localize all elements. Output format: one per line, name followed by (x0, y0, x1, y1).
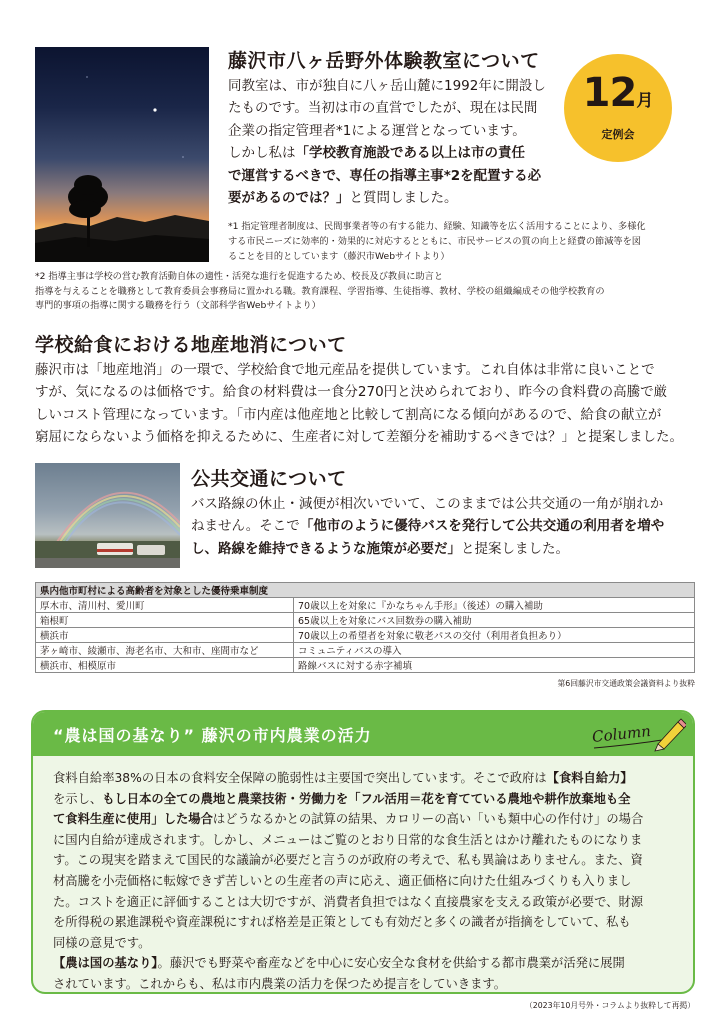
body-line: 材高騰を小売価格に転嫁できず苦しいとの生産者の声に応え、適正価格に向けた仕組みづくりも入りまし (53, 873, 632, 888)
badge-month (564, 70, 672, 116)
table-cell-benefit: 65歳以上を対象にバス回数券の購入補助 (294, 613, 695, 628)
section-title-school-lunch: 学校給食における地産地消について (35, 334, 347, 356)
body-emphasis: 「他市のように優待バスを発行して公共交通の利用者を増や (299, 518, 665, 535)
body-text: はどうなるかとの試算の結果、カロリーの高い「いも類中心の作付け」の場合 (212, 812, 644, 827)
table-cell-benefit: 70歳以上を対象に『かなちゃん手形』（後述）の購入補助 (294, 598, 695, 613)
body-line: を所得税の累進課税や資産課税にすれば格差是正策としても有効だと多くの識者が指摘をしていて、私も (53, 915, 631, 930)
body-emphasis: で運営するべきで、専任の指導主事*2を配置する必 (228, 167, 542, 184)
table-cell-city: 茅ヶ崎市、綾瀬市、海老名市、大和市、座間市など (36, 643, 294, 658)
body-line: 藤沢市は「地産地消」の一環で、学校給食で地元産品を提供しています。これ自体は非常に良いことで (35, 362, 655, 378)
senior-fare-table (35, 582, 695, 673)
body-text: しかし私は (228, 145, 296, 162)
badge-month-unit: 月 (636, 91, 654, 111)
table-row (36, 598, 695, 613)
body-line: たものです。当初は市の直営でしたが、現在は民間 (228, 100, 538, 117)
section-body-school-lunch (35, 359, 697, 449)
table-cell-city: 厚木市、清川村、愛川町 (36, 598, 294, 613)
section-body-public-transport (191, 493, 697, 560)
body-line: 同教室は、市が独自に八ヶ岳山麓に1992年に開設し (228, 78, 546, 94)
table-cell-benefit: コミュニティバスの導入 (294, 643, 695, 658)
body-line: 同様の意見です。 (53, 935, 151, 950)
body-line (228, 165, 558, 187)
body-line: すが、気になるのは価格です。給食の材料費は一食分270円と決められており、昨今の食料費の高騰で厳 (35, 384, 668, 401)
section-body-yatsugatake (228, 75, 558, 209)
table-cell-city: 箱根町 (36, 613, 294, 628)
body-emphasis: 要があるのでは？」 (228, 190, 350, 207)
body-line: しいコスト管理になっています。「市内産は他産地と比較して割高になる傾向があるので、給食の献立が (35, 406, 662, 423)
body-line: されています。これからも、私は市内農業の活力を保つため提言をしていきます。 (53, 976, 507, 991)
body-line: 企業の指定管理者*1による運営となっています。 (228, 122, 526, 139)
footnote-supervisor (35, 270, 695, 314)
column-tag-text: Column (591, 721, 652, 747)
section-title-public-transport: 公共交通について (191, 468, 347, 490)
body-text: ねません。そこで (191, 518, 300, 535)
body-emphasis: し、路線を維持できるような施策が必要だ」 (191, 540, 461, 557)
table-caption-row (36, 583, 695, 598)
meeting-badge (564, 54, 672, 162)
pencil-icon (655, 719, 686, 751)
rainbow-photo (35, 463, 180, 568)
body-line: た。コストを適正に評価することは大切ですが、消費者負担ではなく直接農家を支える政策が必要で、財源 (53, 894, 644, 909)
table-cell-benefit: 路線バスに対する赤字補填 (294, 658, 695, 673)
body-line (53, 953, 677, 974)
body-emphasis: 「学校教育施設である以上は市の責任 (295, 145, 525, 162)
table-caption: 県内他市町村による高齢者を対象とした優待乗車制度 (36, 583, 695, 598)
body-emphasis: 【食料自給力】 (546, 771, 633, 785)
footer-note: （2023年10月号外・コラムより抜粋して再掲） (524, 1001, 695, 1010)
table-source-note: 第6回藤沢市交通政策会議資料より抜粋 (557, 679, 695, 688)
column-tag (592, 718, 686, 752)
column-title: “農は国の基なり” 藤沢の市内農業の活力 (53, 726, 372, 745)
night-sky-photo (35, 47, 209, 262)
footnote-designated-manager (228, 219, 692, 264)
body-text: を示し、 (53, 791, 103, 806)
body-line (53, 789, 677, 810)
body-line: バス路線の休止・減便が相次いでいて、このままでは公共交通の一角が崩れか (191, 496, 664, 512)
table-cell-benefit: 70歳以上の希望者を対象に敬老パスの交付（利用者負担あり） (294, 628, 695, 643)
body-text: と提案しました。 (461, 540, 569, 557)
table-cell-city: 横浜市 (36, 628, 294, 643)
body-line (191, 538, 697, 560)
footnote-line: ることを目的としています（藤沢市Webサイトより） (228, 251, 450, 262)
body-line (53, 768, 677, 789)
body-text: 。藤沢でも野菜や畜産などを中心に安心安全な食材を供給する都市農業が活発に展開 (157, 956, 625, 971)
table-row (36, 613, 695, 628)
footnote-line: 指導を与えることを職務として教育委員会事務局に置かれる職。教育課程、学習指導、生徒指導、教材、学校の組織編成その他学校教育の (35, 285, 605, 297)
footnote-line: 専門的事項の指導に関する職務を行う（文部科学省Webサイトより） (35, 300, 321, 311)
table-row (36, 628, 695, 643)
body-emphasis: もし日本の全ての農地と農業技術・労働力を「フル活用＝花を育てている農地や耕作放棄地も全 (102, 791, 631, 806)
body-text: 食料自給率38%の日本の食料安全保障の脆弱性は主要国で突出しています。そこで政府は (53, 771, 547, 785)
footnote-line: *1 指定管理者制度は、民間事業者等の有する能力、経験、知識等を広く活用することにより、多様化 (228, 221, 646, 232)
footnote-line: する市民ニーズに効率的・効果的に対応するとともに、市民サービスの質の向上と経費の節減等を図 (228, 236, 641, 247)
body-line: に国内自給が達成されます。しかし、メニューはご覧のとおり日常的な食生活とはかけ離れたものになりま (53, 832, 643, 847)
body-line (228, 187, 558, 209)
body-emphasis: て食料生産に使用」した場合 (53, 812, 213, 827)
section-title-yatsugatake: 藤沢市八ヶ岳野外体験教室について (228, 50, 540, 72)
footnote-line: *2 指導主事は学校の営む教育活動自体の適性・活発な進行を促進するため、校長及び教員に助言と (35, 271, 444, 282)
body-emphasis: 【農は国の基なり】 (53, 956, 158, 971)
body-line: 窮屈にならないよう価格を抑えるために、生産者に対して差額分を補助するべきでは？」と提案しました。 (35, 429, 683, 446)
column-box (31, 710, 695, 994)
body-line (53, 809, 677, 830)
body-line: す。この現実を踏まえて国民的な議論が必要だと言うのが政府の考えで、私も異論はありません。また、資 (53, 853, 643, 868)
body-line (228, 142, 558, 164)
body-line (191, 515, 697, 537)
table-row (36, 658, 695, 673)
badge-month-number: 12 (582, 70, 637, 116)
badge-label: 定例会 (601, 128, 635, 141)
table-cell-city: 横浜市、相模原市 (36, 658, 294, 673)
table-row (36, 643, 695, 658)
column-body (53, 768, 677, 994)
body-text: と質問しました。 (349, 190, 458, 207)
